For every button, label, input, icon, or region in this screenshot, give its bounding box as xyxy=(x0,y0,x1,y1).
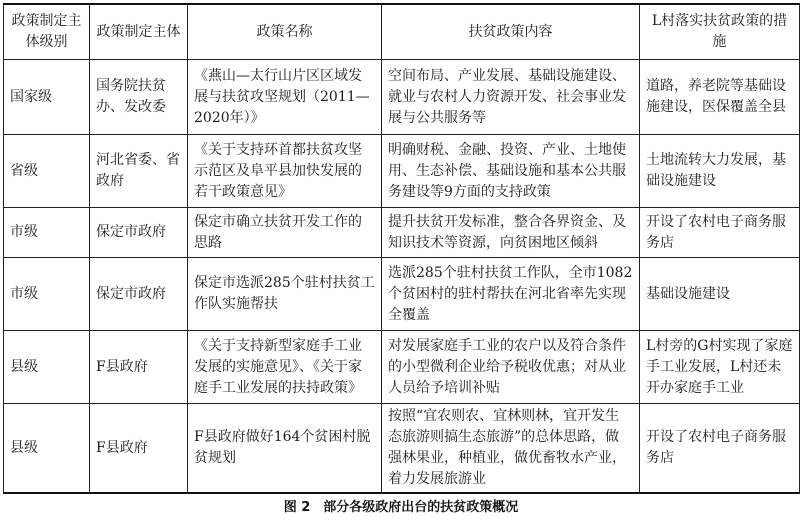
policy-table xyxy=(3,3,800,494)
cell-policy-name: 保定市确立扶贫开发工作的思路 xyxy=(188,208,382,258)
table-row xyxy=(4,135,800,208)
table-row xyxy=(4,258,800,331)
figure-caption: 图 2 部分各级政府出台的扶贫政策概况 xyxy=(283,500,519,515)
cell-maker: F县政府 xyxy=(90,404,188,494)
policy-table-frame xyxy=(3,3,799,494)
cell-policy-content: 空间布局、产业发展、基础设施建设、就业与农村人力资源开发、社会事业发展与公共服务等 xyxy=(382,60,640,135)
header-policy-content: 扶贫政策内容 xyxy=(382,4,640,60)
header-measures: L村落实扶贫政策的措施 xyxy=(640,4,800,60)
cell-measures: 道路，养老院等基础设施建设，医保覆盖全县 xyxy=(640,60,800,135)
cell-level: 县级 xyxy=(4,404,90,494)
cell-level: 国家级 xyxy=(4,60,90,135)
cell-policy-name: 《关于支持新型家庭手工业发展的实施意见》、《关于家庭手工业发展的扶持政策》 xyxy=(188,331,382,404)
cell-policy-content: 对发展家庭手工业的农户以及符合条件的小型微利企业给予税收优惠；对从业人员给予培训补贴 xyxy=(382,331,640,404)
cell-policy-name: 保定市选派285个驻村扶贫工作队实施帮扶 xyxy=(188,258,382,331)
table-row xyxy=(4,331,800,404)
cell-level: 市级 xyxy=(4,258,90,331)
table-row xyxy=(4,60,800,135)
cell-policy-content: 按照“宜农则农、宜林则林，宜开发生态旅游则搞生态旅游”的总体思路，做强林果业，种植业，做优畜牧水产业，着力发展旅游业 xyxy=(382,404,640,494)
cell-policy-name: F县政府做好164个贫困村脱贫规划 xyxy=(188,404,382,494)
cell-level: 市级 xyxy=(4,208,90,258)
cell-policy-content: 选派285个驻村扶贫工作队，全市1082个贫困村的驻村帮扶在河北省率先实现全覆盖 xyxy=(382,258,640,331)
cell-maker: F县政府 xyxy=(90,331,188,404)
cell-measures: 基础设施建设 xyxy=(640,258,800,331)
table-row xyxy=(4,208,800,258)
cell-maker: 保定市政府 xyxy=(90,208,188,258)
table-row xyxy=(4,404,800,494)
cell-measures: 开设了农村电子商务服务店 xyxy=(640,404,800,494)
cell-maker: 河北省委、省政府 xyxy=(90,135,188,208)
header-level: 政策制定主体级别 xyxy=(4,4,90,60)
cell-maker: 保定市政府 xyxy=(90,258,188,331)
cell-level: 省级 xyxy=(4,135,90,208)
cell-measures: 土地流转大力发展，基础设施建设 xyxy=(640,135,800,208)
header-maker: 政策制定主体 xyxy=(90,4,188,60)
cell-maker: 国务院扶贫办、发改委 xyxy=(90,60,188,135)
cell-measures: 开设了农村电子商务服务店 xyxy=(640,208,800,258)
header-policy-name: 政策名称 xyxy=(188,4,382,60)
cell-policy-content: 提升扶贫开发标准，整合各界资金、及知识技术等资源，向贫困地区倾斜 xyxy=(382,208,640,258)
cell-policy-content: 明确财税、金融、投资、产业、土地使用、生态补偿、基础设施和基本公共服务建设等9方面的支持政策 xyxy=(382,135,640,208)
cell-policy-name: 《关于支持环首都扶贫攻坚示范区及阜平县加快发展的若干政策意见》 xyxy=(188,135,382,208)
cell-measures: L村旁的G村实现了家庭手工业发展，L村还未开办家庭手工业 xyxy=(640,331,800,404)
cell-policy-name: 《燕山—太行山片区区域发展与扶贫攻坚规划（2011—2020年）》 xyxy=(188,60,382,135)
cell-level: 县级 xyxy=(4,331,90,404)
table-header-row xyxy=(4,4,800,60)
